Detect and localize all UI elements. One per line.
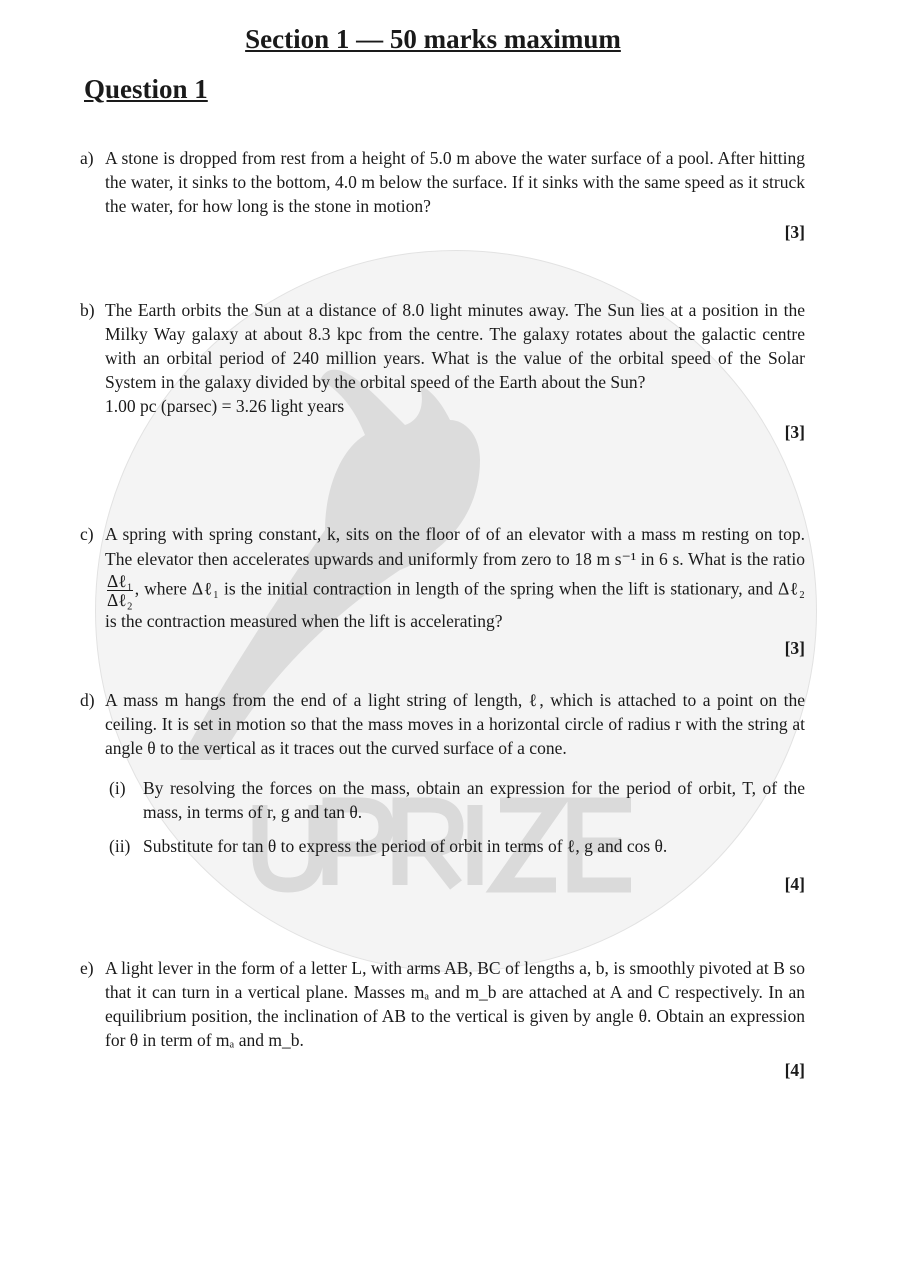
part-label: c) xyxy=(80,524,94,544)
marks-c: [3] xyxy=(784,638,805,658)
subpart-ii xyxy=(109,834,805,858)
part-b xyxy=(80,298,805,444)
fraction-numerator: Δℓ₁ xyxy=(107,571,133,591)
part-note: 1.00 pc (parsec) = 3.26 light years xyxy=(105,396,345,416)
question-title: Question 1 xyxy=(84,74,208,104)
part-text: A stone is dropped from rest from a height of 5.0 m above the water surface of a pool. After hitting the water, it sinks to the bottom, 4.0 m below the surface. If it sinks with the same speed as it struck the water, for how long is the stone in motion? xyxy=(105,148,805,216)
part-a xyxy=(80,146,805,244)
section-title: Section 1 — 50 marks maximum xyxy=(245,24,621,54)
part-e xyxy=(80,956,805,1082)
part-text xyxy=(105,522,805,634)
marks-b: [3] xyxy=(784,422,805,442)
marks-a: [3] xyxy=(784,222,805,242)
subpart-text: Substitute for tan θ to express the period of orbit in terms of ℓ, g and cos θ. xyxy=(143,836,668,856)
subpart-text: By resolving the forces on the mass, obtain an expression for the period of orbit, T, of the mass, in terms of r, g and tan θ. xyxy=(143,778,805,822)
part-label: a) xyxy=(80,148,94,168)
marks-d: [4] xyxy=(784,874,805,894)
subpart-label: (i) xyxy=(109,778,126,798)
part-label: b) xyxy=(80,300,95,320)
part-text: A light lever in the form of a letter L, with arms AB, BC of lengths a, b, is smoothly pivoted at B so that it can turn in a vertical plane. Masses mₐ and m_b are attached at A and C respectively. In an equilibrium position, the inclination of AB to the vertical is given by angle θ. Obtain an expression for θ in term of mₐ and m_b. xyxy=(105,958,805,1050)
marks-e: [4] xyxy=(784,1060,805,1080)
part-text-1: A spring with spring constant, k, sits on the floor of of an elevator with a mass m resting on top. The elevator then accelerates upwards and uniformly from zero to 18 m s⁻¹ in 6 s. What is the ratio xyxy=(105,524,805,569)
part-label: e) xyxy=(80,958,94,978)
part-d xyxy=(80,688,805,896)
fraction-denominator: Δℓ₂ xyxy=(107,590,133,610)
ratio-fraction xyxy=(107,572,133,609)
part-label: d) xyxy=(80,690,95,710)
subpart-i xyxy=(109,776,805,824)
part-text: A mass m hangs from the end of a light string of length, ℓ, which is attached to a point on the ceiling. It is set in motion so that the mass moves in a horizontal circle of radius r with the string at angle θ to the vertical as it traces out the curved surface of a cone. xyxy=(105,690,805,758)
part-c xyxy=(80,522,805,660)
part-text-2: , where Δℓ₁ is the initial contraction in length of the spring when the lift is stationary, and Δℓ₂ is the contraction measured when the lift is accelerating? xyxy=(105,578,805,631)
subpart-label: (ii) xyxy=(109,836,131,856)
part-text: The Earth orbits the Sun at a distance of 8.0 light minutes away. The Sun lies at a position in the Milky Way galaxy at about 8.3 kpc from the centre. The galaxy rotates about the galactic centre with an orbital period of 240 million years. What is the value of the orbital speed of the Solar System in the galaxy divided by the orbital speed of the Earth about the Sun? xyxy=(105,300,805,392)
